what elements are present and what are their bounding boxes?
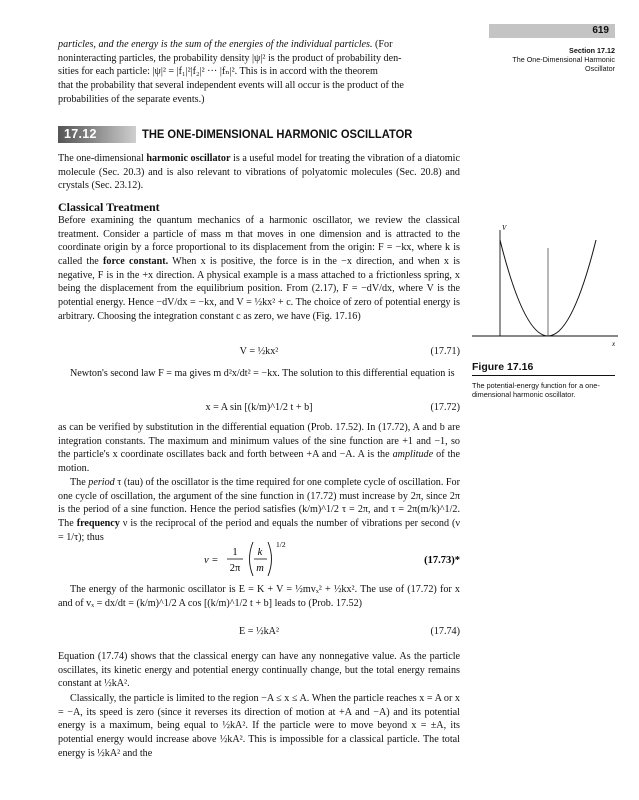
equation-17-72-expr: x = A sin [(k/m)^1/2 t + b] (205, 402, 313, 413)
figure-caption-rule (472, 375, 615, 376)
term-amplitude: amplitude (392, 449, 434, 461)
figure-caption: The potential-energy function for a one-dimensional harmonic oscillator. (472, 381, 600, 400)
classical-text-b: When x is positive, the force is in the −x direction, and when x is negative, F is in the +x direction. A physical example is a mass attached to a frictionless spring, x being the displacement from the equilibrium position. From (2.17), F = −dV/dx, where V is the potential energy. Hence −dV/dx = −kx, and V = ½kx² + c. The choice of zero of potential energy is arbitrary. Choosing the integration constant c as zero, we have (Fig. 17.16) (58, 255, 460, 322)
term-force-constant: force constant. (103, 255, 169, 267)
running-header-section: Section 17.12 (569, 46, 615, 55)
running-header-title-line2: Oscillator (585, 64, 615, 73)
figure-17-16-plot (472, 218, 620, 348)
equation-17-73-number: (17.73)* (424, 555, 460, 566)
ratio-m: m (256, 563, 264, 574)
subsection-heading: Classical Treatment (58, 200, 160, 214)
section-intro-paragraph (58, 152, 460, 193)
equation-17-72 (58, 402, 460, 416)
figure-y-label: V (502, 224, 507, 232)
equation-17-71-number: (17.71) (430, 346, 460, 357)
period-text-c: ν is the reciprocal of the period and equals the number of vibrations per second (ν = 1/τ); thus (58, 517, 460, 543)
page-number-bar (489, 24, 615, 38)
equation-17-73 (196, 538, 460, 580)
para1-text-b: is a useful model for treating the vibration of a diatomic molecule (Sec. 20.3) and is also relevant to vibrations of polyatomic molecules (Sec. 20.8) and crystals (Sec. 23.12). (58, 153, 460, 192)
para1-text-a: The one-dimensional (58, 153, 147, 164)
intro-line3: sities for each particle: |ψ|² = |f₁|²|f₂|² ··· |fₙ|². This is in accord with the theorem (58, 66, 378, 78)
newton-paragraph (58, 367, 460, 381)
fraction-denominator: 2π (229, 563, 241, 574)
running-header-title-line1: The One-Dimensional Harmonic (512, 55, 615, 64)
equation-17-74-number: (17.74) (430, 626, 460, 637)
intro-paragraph (58, 38, 460, 106)
ratio-k: k (257, 547, 263, 558)
section-number-box (58, 126, 136, 143)
running-header (480, 46, 615, 73)
classical-energy-paragraph: Equation (17.74) shows that the classical energy can have any nonnegative value. As the particle oscillates, its kinetic energy and potential energy continually change, but the total energy remains constant at ½kA². (58, 651, 460, 690)
classical-paragraph (58, 214, 460, 323)
figure-title: Figure 17.16 (472, 361, 534, 373)
section-heading (58, 126, 463, 143)
equation-17-73-graphic (196, 538, 460, 580)
term-harmonic-oscillator: harmonic oscillator (146, 153, 231, 164)
equation-17-71-expr: V = ½kx² (239, 346, 279, 357)
section-title: THE ONE-DIMENSIONAL HARMONIC OSCILLATOR (142, 127, 413, 141)
classical-limit-paragraph (58, 692, 460, 760)
section-number: 17.12 (64, 127, 97, 141)
equation-17-74 (58, 626, 460, 640)
period-paragraph (58, 476, 460, 544)
equation-17-74-expr: E = ½kA² (239, 626, 279, 637)
left-paren (250, 542, 254, 576)
right-paren (268, 542, 272, 576)
nu-lhs: ν = (204, 555, 219, 566)
newton-text: Newton's second law F = ma gives m d²x/dt² = −kx. The solution to this differential equation is (70, 368, 455, 379)
classical-text-a: Before examining the quantum mechanics of a harmonic oscillator, we review the classical treatment. Consider a particle of mass m that moves in one dimension and is attracted to the coordinate origin by a force proportional to its displacement from the origin: F = −kx, where k is called the (58, 215, 460, 267)
energy-text: The energy of the harmonic oscillator is E = K + V = ½mvₓ² + ½kx². The use of (17.72) for x and of vₓ = dx/dt = (k/m)^1/2 A cos [(k/m)^1/2 t + b] leads to (Prob. 17.52) (58, 584, 460, 609)
intro-line4: that the probability that several independent events will all occur is the product of the (58, 79, 404, 91)
amplitude-text-a: as can be verified by substitution in the differential equation (Prob. 17.52). In (17.72), A and b are integration constants. The maximum and minimum values of the sine function are +1 and −1, so the particle's x coordinate oscillates back and forth between +A and −A. A is the (58, 422, 460, 461)
intro-italic: particles, and the energy is the sum of the energies of the individual particles. (58, 39, 373, 50)
intro-line5: probabilities of the separate events.) (58, 93, 205, 105)
amplitude-text-b: of the motion. (58, 449, 460, 474)
intro-line1-rest: (For (372, 39, 393, 50)
exponent-half: 1/2 (276, 540, 286, 549)
term-frequency: frequency (76, 517, 120, 529)
period-text-a: The (70, 477, 89, 488)
energy-paragraph (58, 583, 460, 610)
page-number: 619 (592, 25, 609, 36)
term-period: period (88, 477, 115, 488)
amplitude-paragraph (58, 421, 460, 476)
period-text-b: τ (tau) of the oscillator is the time required for one complete cycle of oscillation. For one cycle of oscillation, the argument of the sine function in (17.72) must increase by 2π, since 2π is the period of a sine function. Hence the period satisfies (k/m)^1/2 τ = 2π, and τ = 2π(m/k)^1/2. The (58, 477, 460, 529)
fraction-numerator: 1 (232, 547, 238, 558)
figure-x-label: x (612, 340, 616, 348)
classical-limit-text: Classically, the particle is limited to the region −A ≤ x ≤ A. When the particle reaches x = A or x = −A, its speed is zero (since it reverses its direction of motion at +A and −A) and its potential energy is a maximum, being equal to ½kA². If the particle were to move beyond x = ±A, its potential energy would increase above ½kA². This is impossible for a classical particle. The total energy is ½kA² and the (58, 693, 460, 759)
equation-17-72-number: (17.72) (430, 402, 460, 413)
equation-17-71 (58, 346, 460, 360)
intro-line2: noninteracting particles, the probability density |ψ|² is the product of probability den- (58, 52, 402, 64)
